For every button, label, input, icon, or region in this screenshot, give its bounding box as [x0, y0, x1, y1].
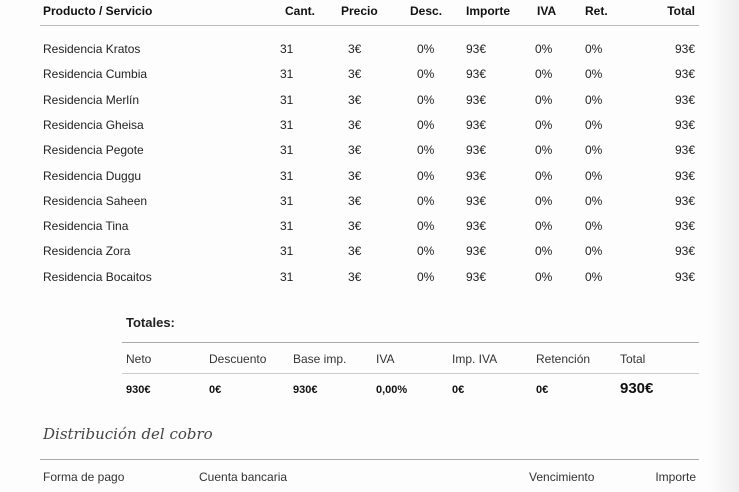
row-price: 3€ [348, 92, 362, 107]
table-row [0, 143, 739, 163]
table-row [0, 194, 739, 214]
totals-header-imp-iva: Imp. IVA [452, 352, 498, 366]
row-qty: 31 [280, 67, 294, 82]
row-product-name: Residencia Kratos [43, 42, 141, 56]
table-row [0, 270, 739, 290]
row-discount: 0% [417, 42, 435, 56]
row-qty: 31 [280, 269, 294, 284]
row-amount: 93€ [466, 244, 487, 259]
row-product-name: Residencia Cumbia [43, 67, 148, 82]
row-amount: 93€ [466, 168, 487, 183]
row-price: 3€ [348, 244, 362, 259]
page-edge-shadow [709, 0, 739, 492]
row-iva: 0% [535, 219, 553, 234]
totals-value-retencion: 0€ [536, 384, 549, 396]
row-iva: 0% [535, 193, 553, 208]
header-amount: Importe [466, 4, 511, 18]
row-iva: 0% [535, 117, 553, 132]
row-iva: 0% [535, 67, 553, 82]
totals-title: Totales: [126, 315, 175, 330]
row-amount: 93€ [466, 67, 487, 82]
row-product-name: Residencia Gheisa [43, 117, 144, 132]
distribution-header-cuenta: Cuenta bancaria [199, 470, 288, 484]
row-ret: 0% [585, 117, 603, 132]
row-product-name: Residencia Duggu [43, 168, 142, 183]
row-discount: 0% [417, 117, 435, 132]
table-row [0, 118, 739, 138]
table-row [0, 244, 739, 264]
row-ret: 0% [585, 193, 603, 208]
row-discount: 0% [417, 143, 435, 158]
totals-header-retencion: Retención [536, 352, 591, 366]
totals-header-neto: Neto [126, 352, 152, 366]
row-iva: 0% [535, 168, 553, 183]
row-discount: 0% [417, 193, 435, 208]
header-qty: Cant. [285, 4, 315, 18]
row-ret: 0% [585, 269, 603, 284]
header-product: Producto / Servicio [43, 4, 153, 18]
table-row [0, 93, 739, 113]
row-price: 3€ [348, 168, 362, 183]
row-amount: 93€ [466, 193, 487, 208]
row-qty: 31 [280, 168, 294, 183]
row-total: 93€ [674, 92, 695, 107]
row-ret: 0% [585, 42, 603, 56]
row-price: 3€ [348, 42, 362, 56]
row-amount: 93€ [466, 92, 487, 107]
row-price: 3€ [348, 193, 362, 208]
header-ret: Ret. [585, 4, 608, 18]
row-product-name: Residencia Saheen [43, 193, 148, 208]
row-price: 3€ [348, 219, 362, 234]
row-price: 3€ [348, 117, 362, 132]
row-amount: 93€ [466, 117, 487, 132]
row-total: 93€ [674, 193, 695, 208]
totals-value-iva: 0,00% [376, 384, 408, 396]
distribution-header-importe: Importe [655, 470, 696, 484]
header-divider [40, 25, 699, 26]
row-iva: 0% [535, 244, 553, 259]
row-discount: 0% [417, 244, 435, 259]
row-ret: 0% [585, 143, 603, 158]
row-price: 3€ [348, 269, 362, 284]
row-amount: 93€ [466, 269, 487, 284]
row-qty: 31 [280, 244, 294, 259]
table-row [0, 67, 739, 87]
row-product-name: Residencia Merlín [43, 92, 140, 107]
row-total: 93€ [674, 67, 695, 82]
row-iva: 0% [535, 143, 553, 158]
row-ret: 0% [585, 92, 603, 107]
row-qty: 31 [280, 219, 294, 234]
row-total: 93€ [674, 219, 695, 234]
row-qty: 31 [280, 117, 294, 132]
row-total: 93€ [674, 168, 695, 183]
row-ret: 0% [585, 168, 603, 183]
distribution-header-forma-pago: Forma de pago [43, 470, 125, 484]
row-total: 93€ [674, 42, 695, 56]
totals-top-divider [122, 342, 699, 343]
row-total: 93€ [674, 143, 695, 158]
totals-header-iva: IVA [376, 352, 395, 366]
totals-value-imp-iva: 0€ [452, 384, 465, 396]
row-ret: 0% [585, 67, 603, 82]
header-total: Total [667, 4, 695, 18]
row-discount: 0% [417, 168, 435, 183]
row-total: 93€ [674, 269, 695, 284]
row-amount: 93€ [466, 143, 487, 158]
totals-value-total: 930€ [620, 380, 654, 397]
totals-value-base: 930€ [293, 384, 318, 396]
header-iva: IVA [537, 4, 557, 18]
row-iva: 0% [535, 42, 553, 56]
row-qty: 31 [280, 42, 294, 56]
row-amount: 93€ [466, 219, 487, 234]
totals-header-total: Total [620, 352, 646, 366]
row-iva: 0% [535, 92, 553, 107]
row-qty: 31 [280, 193, 294, 208]
row-product-name: Residencia Bocaitos [43, 269, 152, 284]
totals-value-neto: 930€ [126, 384, 151, 396]
row-total: 93€ [674, 117, 695, 132]
header-price: Precio [341, 4, 378, 18]
totals-header-descuento: Descuento [209, 352, 267, 366]
row-ret: 0% [585, 244, 603, 259]
table-row [0, 219, 739, 239]
row-price: 3€ [348, 67, 362, 82]
header-discount: Desc. [410, 4, 443, 18]
table-row [0, 42, 739, 62]
row-product-name: Residencia Pegote [43, 143, 144, 158]
row-discount: 0% [417, 219, 435, 234]
row-qty: 31 [280, 92, 294, 107]
row-product-name: Residencia Tina [43, 219, 129, 234]
row-discount: 0% [417, 92, 435, 107]
totals-header-base: Base imp. [293, 352, 347, 366]
row-discount: 0% [417, 67, 435, 82]
row-iva: 0% [535, 269, 553, 284]
distribution-title: Distribución del cobro [43, 425, 213, 443]
totals-value-descuento: 0€ [209, 384, 222, 396]
row-total: 93€ [674, 244, 695, 259]
row-qty: 31 [280, 143, 294, 158]
distribution-header-vencimiento: Vencimiento [529, 470, 595, 484]
table-row [0, 169, 739, 189]
row-ret: 0% [585, 219, 603, 234]
distribution-divider [40, 459, 699, 460]
row-product-name: Residencia Zora [43, 244, 131, 259]
totals-mid-divider [122, 373, 699, 374]
row-discount: 0% [417, 269, 435, 284]
row-price: 3€ [348, 143, 362, 158]
row-amount: 93€ [466, 42, 487, 56]
